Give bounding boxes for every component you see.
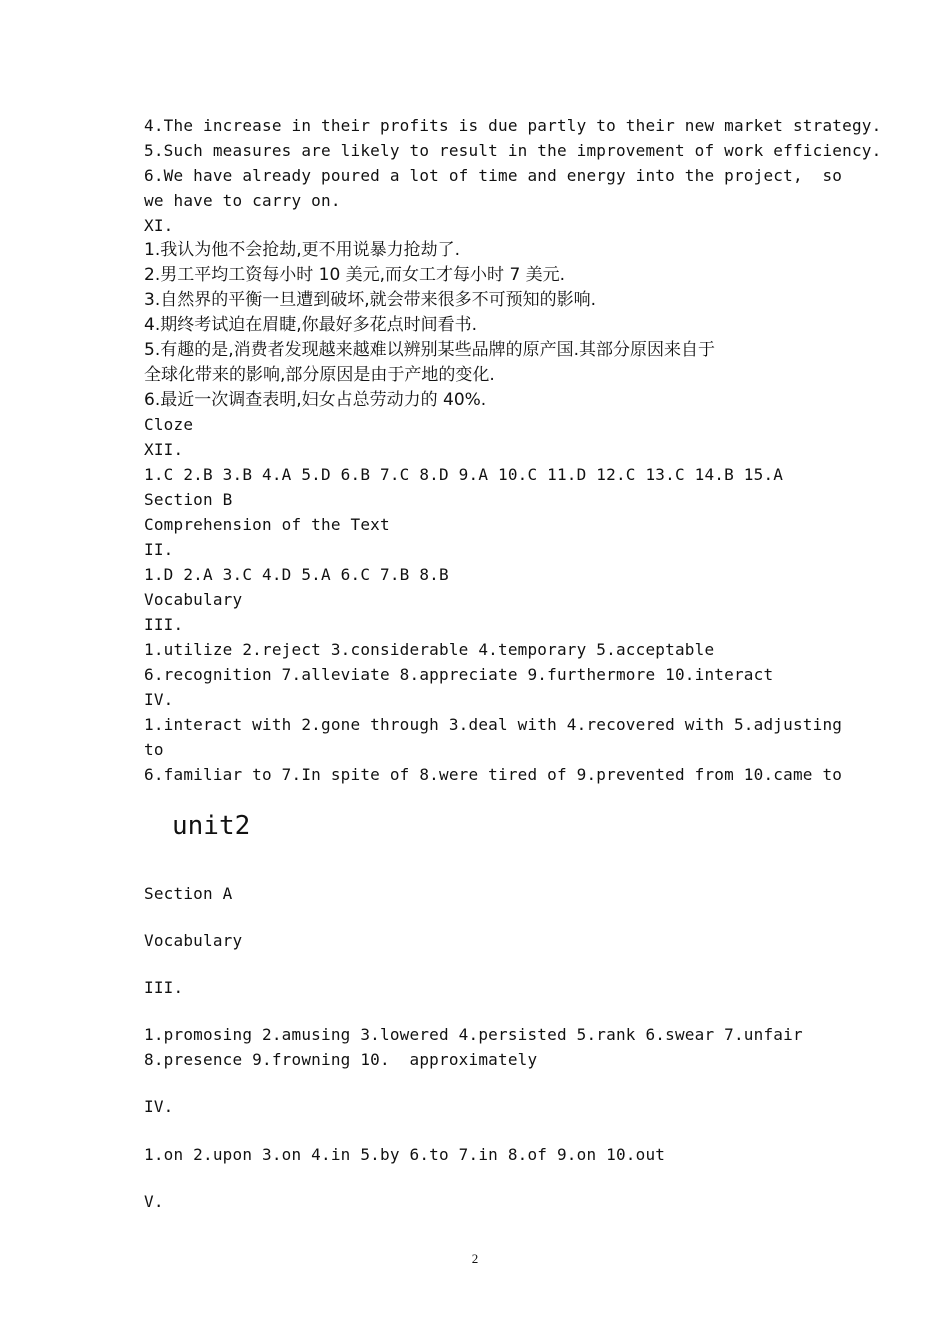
section-b-heading: Section B — [144, 490, 233, 509]
xi-line-3: 3.自然界的平衡一旦遭到破坏,就会带来很多不可预知的影响. — [144, 290, 597, 310]
translation-line-6: 6.We have already poured a lot of time and energy into the project, so — [144, 166, 843, 185]
unit2-iii-heading: III. — [144, 978, 184, 997]
unit2-iv-heading: IV. — [144, 1097, 174, 1116]
ii-heading: II. — [144, 540, 174, 559]
unit2-section-a-heading: Section A — [144, 884, 233, 903]
xi-line-5: 5.有趣的是,消费者发现越来越难以辨别某些品牌的原产国.其部分原因来自于 — [144, 340, 716, 360]
xii-heading: XII. — [144, 440, 184, 459]
unit2-vocabulary-heading: Vocabulary — [144, 931, 243, 950]
unit2-iv-answers: 1.on 2.upon 3.on 4.in 5.by 6.to 7.in 8.of 9.on 10.out — [144, 1145, 666, 1164]
xi-line-4: 4.期终考试迫在眉睫,你最好多花点时间看书. — [144, 315, 478, 335]
cloze-heading: Cloze — [144, 415, 194, 434]
unit2-v-heading: V. — [144, 1192, 164, 1211]
xi-line-5-cont: 全球化带来的影响,部分原因是由于产地的变化. — [144, 365, 495, 385]
iii-answers-line-2: 6.recognition 7.alleviate 8.appreciate 9.furthermore 10.interact — [144, 665, 774, 684]
xii-answers: 1.C 2.B 3.B 4.A 5.D 6.B 7.C 8.D 9.A 10.C 11.D 12.C 13.C 14.B 15.A — [144, 465, 784, 484]
vocabulary-heading: Vocabulary — [144, 590, 243, 609]
translation-line-4: 4.The increase in their profits is due partly to their new market strategy. — [144, 116, 882, 135]
xi-line-2: 2.男工平均工资每小时 10 美元,而女工才每小时 7 美元. — [144, 265, 566, 285]
translation-line-5: 5.Such measures are likely to result in the improvement of work efficiency. — [144, 141, 882, 160]
comprehension-heading: Comprehension of the Text — [144, 515, 390, 534]
translation-line-6-cont: we have to carry on. — [144, 191, 341, 210]
iv-answers-line-2: 6.familiar to 7.In spite of 8.were tired of 9.prevented from 10.came to — [144, 765, 843, 784]
unit2-iii-answers-line-1: 1.promosing 2.amusing 3.lowered 4.persisted 5.rank 6.swear 7.unfair — [144, 1025, 803, 1044]
iii-answers-line-1: 1.utilize 2.reject 3.considerable 4.temporary 5.acceptable — [144, 640, 715, 659]
xi-line-1: 1.我认为他不会抢劫,更不用说暴力抢劫了. — [144, 240, 461, 260]
xi-heading: XI. — [144, 216, 174, 235]
iv-heading: IV. — [144, 690, 174, 709]
xi-line-6: 6.最近一次调查表明,妇女占总劳动力的 40%. — [144, 390, 487, 410]
iv-answers-line-1: 1.interact with 2.gone through 3.deal with 4.recovered with 5.adjusting — [144, 715, 843, 734]
ii-answers: 1.D 2.A 3.C 4.D 5.A 6.C 7.B 8.B — [144, 565, 449, 584]
unit-title: unit2 — [172, 811, 251, 841]
iv-answers-line-1-cont: to — [144, 740, 164, 759]
iii-heading: III. — [144, 615, 184, 634]
page-number: 2 — [471, 1251, 479, 1266]
unit2-iii-answers-line-2: 8.presence 9.frowning 10. approximately — [144, 1050, 538, 1069]
